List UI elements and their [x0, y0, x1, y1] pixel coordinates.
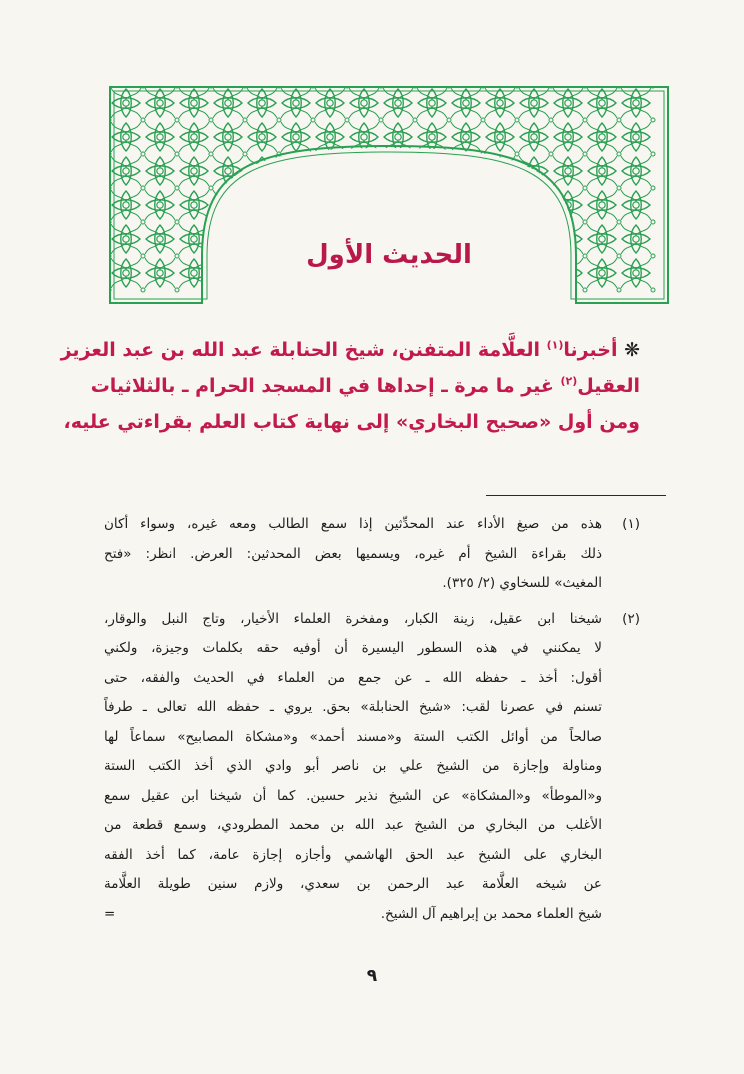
arch-ornament: [109, 86, 669, 304]
footnote-1: [104, 510, 640, 599]
footnote-line: شيخنا ابن عقيل، زينة الكبار، ومفخرة العلماء الأخيار، وتاج النبل والوقار،: [104, 610, 602, 627]
footnote-line: و«الموطأ» و«المشكاة» عن الشيخ نذير حسين. كما أن شيخنا ابن عقيل سمع: [104, 787, 602, 804]
chapter-header: [109, 86, 669, 304]
footnote-line: صالحاً من أوائل الكتب الستة و«مسند أحمد» و«مشكاة المصابيح» سماعاً لها: [104, 728, 602, 745]
hadith-line-2: العقيل$^{(٢)}$ غير ما مرة ـ إحداها في المسجد الحرام ـ بالثلاثيات: [90, 374, 640, 397]
footnote-line: ومناولة وإجازة من الشيخ علي بن ناصر أبو وادي الذي أخذ الكتب الستة: [104, 758, 602, 774]
footnote-line: ذلك بقراءة الشيخ أم غيره، ويسميها بعض المحدثين: العرض. انظر: «فتح: [104, 545, 602, 562]
footnote-separator: [486, 495, 666, 496]
footnote-line: عن شيخه العلَّامة عبد الرحمن بن سعدي، ولازم سنين طويلة العلَّامة: [104, 876, 602, 892]
footnote-mark: (١): [622, 516, 640, 532]
footnote-line: الأغلب من البخاري من الشيخ عبد الله بن محمد المطرودي، وسمع قطعة من: [104, 817, 602, 833]
continuation-mark: =: [104, 905, 116, 922]
footnote-line: أقول: أخذ ـ حفظه الله ـ عن جمع من العلماء في الحديث والفقه، حتى: [104, 669, 602, 686]
footnote-mark: (٢): [622, 610, 640, 627]
footnote-line: شيخ العلماء محمد بن إبراهيم آل الشيخ.: [380, 905, 602, 922]
star-marker: ❋: [624, 339, 640, 361]
footnote-line: لا يمكنني في هذه السطور اليسيرة أن أوفيه حقه بكلمات وجيزة، ولكني: [104, 640, 602, 656]
chapter-title: الحديث الأول: [306, 240, 472, 270]
hadith-text: [60, 332, 640, 440]
footnote-line: تسنم في عصرنا لقب: «شيخ الحنابلة» بحق. يروي ـ حفظه الله تعالى ـ طرفاً: [104, 699, 602, 715]
footnote-ref-1[interactable]: (١): [546, 338, 564, 352]
footnote-ref-2[interactable]: (٢): [560, 374, 578, 388]
footnotes: [104, 510, 640, 929]
footnote-line: المغيث» للسخاوي (٢/ ٣٢٥).: [442, 575, 602, 591]
footnote-line: هذه من صيغ الأداء عند المحدِّثين إذا سمع الطالب ومعه غيره، وسواء أكان: [104, 516, 602, 532]
footnote-2: [104, 605, 640, 930]
hadith-line-3: ومن أول «صحيح البخاري» إلى نهاية كتاب العلم بقراءتي عليه،: [63, 411, 640, 433]
page-number: ٩: [366, 966, 378, 986]
hadith-line-1: ❋ أخبرنا$^{(١)}$ العلَّامة المتفنن، شيخ الحنابلة عبد الله بن عبد العزيز: [60, 338, 640, 361]
footnote-line: البخاري على الشيخ عبد الحق الهاشمي وأجازه إجازة عامة، كما أخذ الفقه: [104, 846, 602, 863]
